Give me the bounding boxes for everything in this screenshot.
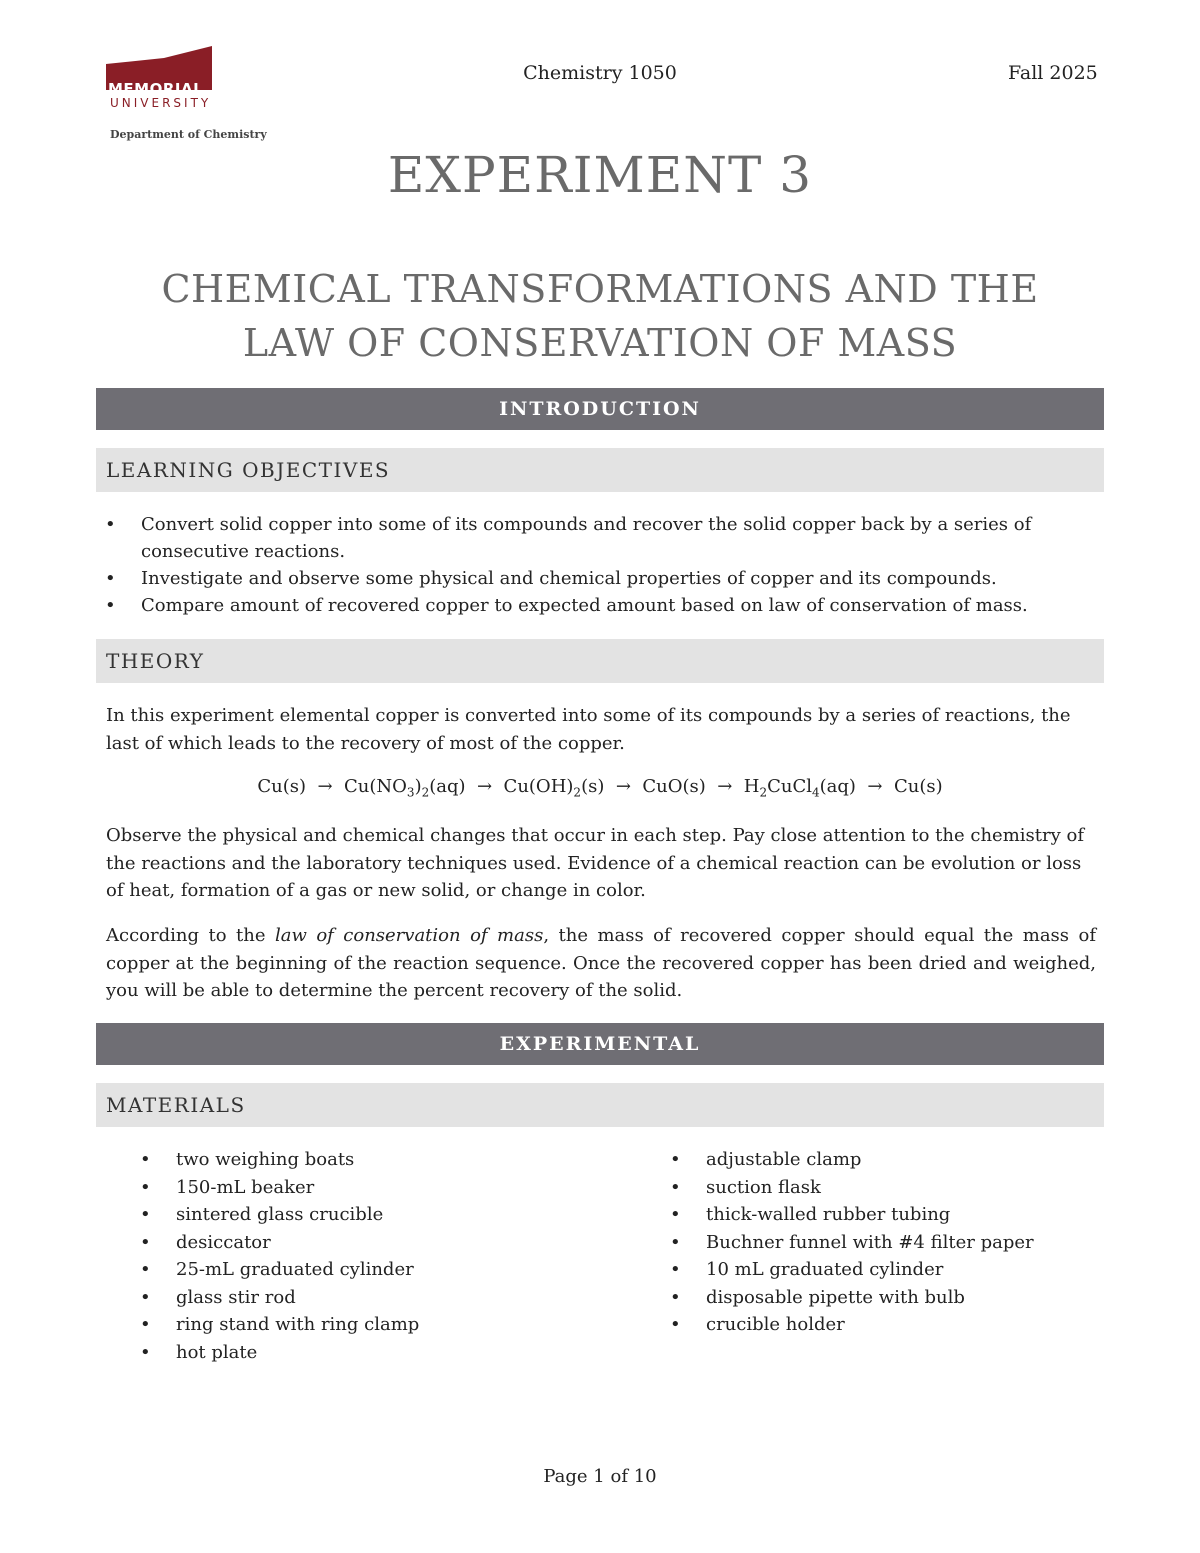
emphasis-law: law of conservation of mass [274, 925, 544, 946]
list-item: • hot plate [140, 1339, 600, 1367]
list-item: • glass stir rod [140, 1284, 600, 1312]
materials-list-left [140, 1146, 600, 1366]
list-item: • 10 mL graduated cylinder [670, 1256, 1100, 1284]
list-item: • thick-walled rubber tubing [670, 1201, 1100, 1229]
section-experimental: EXPERIMENTAL [96, 1023, 1104, 1065]
species-cuo: CuO(s) [642, 776, 706, 797]
list-item: • Buchner funnel with #4 filter paper [670, 1229, 1100, 1257]
list-item: • sintered glass crucible [140, 1201, 600, 1229]
species-h2cucl4: $H_2CuCl_4(aq)$ [743, 776, 856, 800]
arrow-icon: → [717, 776, 733, 797]
list-item: • 25-mL graduated cylinder [140, 1256, 600, 1284]
list-item: • 150-mL beaker [140, 1174, 600, 1202]
subtitle-line2: LAW OF CONSERVATION OF MASS [242, 321, 958, 365]
subsection-theory: THEORY [96, 639, 1104, 683]
list-item: • desiccator [140, 1229, 600, 1257]
list-item: • Investigate and observe some physical and chemical properties of copper and its compounds. [105, 565, 1065, 592]
page-number: Page 1 of 10 [543, 1466, 657, 1487]
list-item: • Compare amount of recovered copper to expected amount based on law of conservation of mass. [105, 592, 1065, 619]
theory-paragraph-1: In this experiment elemental copper is converted into some of its compounds by a series of reactions, the last of which leads to the recovery of most of the copper. [106, 705, 1071, 754]
species-cu-nitrate: $Cu(NO_3)_2(aq)$ [344, 776, 466, 800]
reaction-sequence [0, 776, 1200, 800]
course-name: Chemistry 1050 [523, 62, 677, 84]
theory-paragraph-2: Observe the physical and chemical changes that occur in each step. Pay close attention to the chemistry of the reactions and the laboratory techniques used. Evidence of a chemical reaction can be evolution or loss of heat, formation of a gas or new solid, or change in color. [106, 825, 1085, 901]
section-introduction: INTRODUCTION [96, 388, 1104, 430]
university-logo [104, 44, 267, 144]
species-cu-hydroxide: $Cu(OH)_2(s)$ [503, 776, 605, 800]
objectives-list [105, 511, 1065, 619]
species-cu-s: Cu(s) [257, 776, 307, 797]
page-title: EXPERIMENT 3 [387, 146, 813, 204]
logo-line2: UNIVERSITY [110, 96, 212, 110]
list-item: • ring stand with ring clamp [140, 1311, 600, 1339]
arrow-icon: → [317, 776, 333, 797]
arrow-icon: → [477, 776, 493, 797]
list-item: • crucible holder [670, 1311, 1100, 1339]
subtitle-line1: CHEMICAL TRANSFORMATIONS AND THE [161, 267, 1039, 311]
term-label: Fall 2025 [1008, 62, 1098, 84]
subsection-learning-objectives: LEARNING OBJECTIVES [96, 448, 1104, 492]
logo-line3: Department of Chemistry [110, 128, 267, 141]
arrow-icon: → [867, 776, 883, 797]
list-item: • Convert solid copper into some of its compounds and recover the solid copper back by a series of consecutive reactions. [105, 511, 1065, 565]
subsection-materials: MATERIALS [96, 1083, 1104, 1127]
page-subtitle [0, 262, 1200, 370]
species-cu-s-final: Cu(s) [893, 776, 943, 797]
materials-list-right [670, 1146, 1100, 1339]
theory-paragraph-3: According to the law of conservation of mass, the mass of recovered copper should equal the mass of copper at the beginning of the reaction sequence. Once the recovered copper has been dried and weighed, you will be able to determine the percent recovery of the solid. [106, 925, 1096, 1001]
list-item: • disposable pipette with bulb [670, 1284, 1100, 1312]
arrow-icon: → [615, 776, 631, 797]
list-item: • suction flask [670, 1174, 1100, 1202]
list-item: • adjustable clamp [670, 1146, 1100, 1174]
logo-line1: MEMORIAL [108, 80, 204, 98]
list-item: • two weighing boats [140, 1146, 600, 1174]
